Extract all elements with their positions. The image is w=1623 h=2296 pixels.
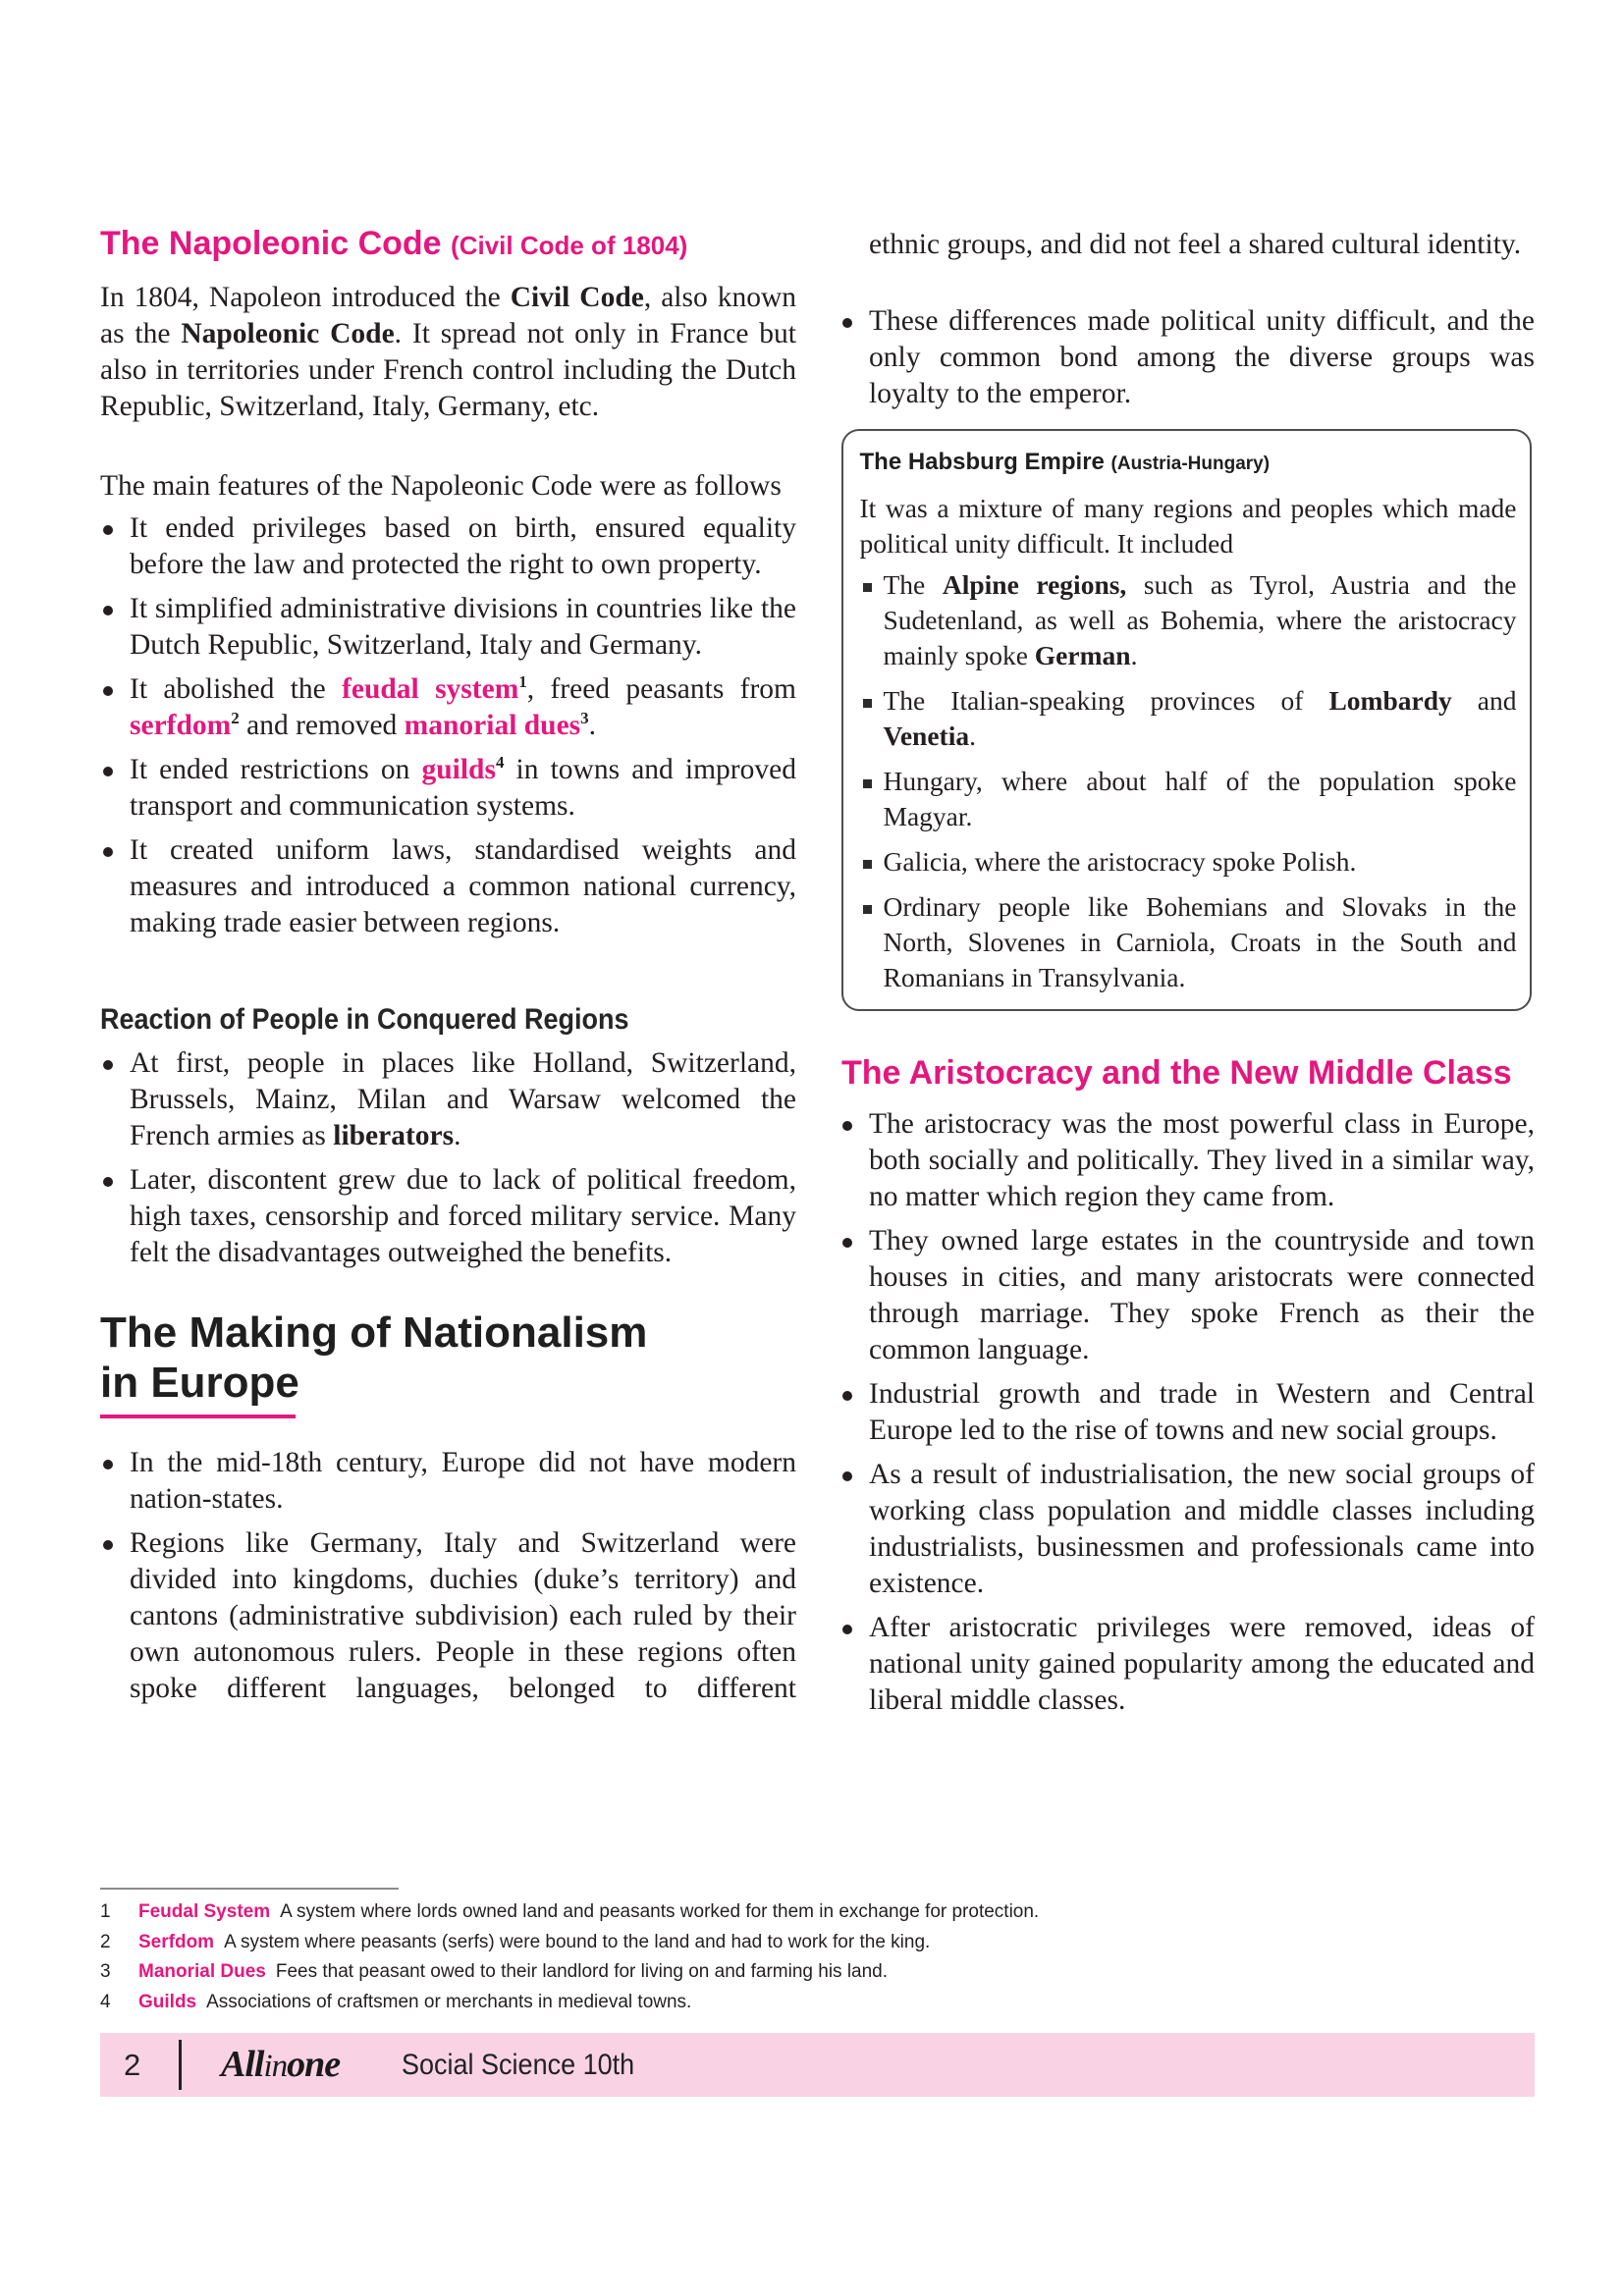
logo-part: in bbox=[263, 2049, 288, 2084]
aristocracy-list bbox=[841, 1106, 1535, 1727]
list-item: In the mid-18th century, Europe did not have modern nation-states. bbox=[100, 1445, 796, 1518]
list-item bbox=[100, 752, 796, 825]
list-item: Industrial growth and trade in Western and Central Europe led to the rise of towns and new social groups. bbox=[841, 1376, 1535, 1449]
footnote-ref: 4 bbox=[495, 753, 505, 772]
box-title-main: The Habsburg Empire bbox=[859, 449, 1105, 475]
list-item: It simplified administrative divisions in countries like the Dutch Republic, Switzerland, Italy and Germany. bbox=[100, 591, 796, 664]
item-text: such as Tyrol, Austria and the Sudetenland, as well as Bohemia, where the aristocracy mainly spoke bbox=[883, 569, 1517, 670]
lombardy-term: Lombardy bbox=[1328, 685, 1452, 716]
item-text: in towns and improved transport and communication systems. bbox=[130, 754, 796, 822]
list-item: Hungary, where about half of the population spoke Magyar. bbox=[860, 764, 1517, 834]
subheading-reaction: Reaction of People in Conquered Regions bbox=[100, 1003, 629, 1036]
item-text: It abolished the bbox=[130, 673, 343, 705]
list-item: It created uniform laws, standardised weights and measures and introduced a common national currency, making trade easier between regions. bbox=[100, 832, 796, 941]
item-text: and bbox=[1451, 685, 1517, 716]
footnote-ref: 1 bbox=[518, 672, 527, 691]
list-item bbox=[100, 1045, 796, 1154]
list-item: Galicia, where the aristocracy spoke Polish. bbox=[860, 844, 1517, 880]
habsburg-list bbox=[860, 567, 1517, 995]
feudal-system-term: feudal system bbox=[342, 673, 519, 705]
item-text: At first, people in places like Holland, Switzerland, Brussels, Mainz, Milan and Warsaw welcomed the French armies as bbox=[130, 1047, 796, 1151]
heading-line: The Making of Nationalism bbox=[100, 1308, 648, 1357]
features-list bbox=[100, 510, 796, 949]
title-subtitle: (Civil Code of 1804) bbox=[451, 231, 688, 260]
footnotes bbox=[100, 1897, 1377, 2017]
heading-line: in Europe bbox=[100, 1359, 299, 1407]
napoleonic-code-term: Napoleonic Code bbox=[181, 318, 395, 349]
manorial-dues-term: manorial dues bbox=[404, 710, 581, 741]
footnote bbox=[100, 1897, 1377, 1928]
item-text: . bbox=[1130, 640, 1138, 670]
list-item: Regions like Germany, Italy and Switzerland were divided into kingdoms, duchies (duke’s territory) and cantons (administrative subdivision) each ruled by their own autonomous rulers. People in these regions often spoke different languages, belonged to different bbox=[100, 1525, 796, 1707]
footnote-number: 4 bbox=[100, 1991, 111, 2012]
list-item: The aristocracy was the most powerful class in Europe, both socially and politically. They lived in a similar way, no matter which region they came from. bbox=[841, 1106, 1535, 1215]
alpine-regions-term: Alpine regions, bbox=[942, 569, 1127, 600]
item-text: . bbox=[969, 721, 976, 751]
item-text: and removed bbox=[239, 710, 405, 741]
nationalism-list-continued bbox=[841, 303, 1535, 420]
box-title bbox=[860, 448, 1517, 479]
footnote bbox=[100, 1928, 1377, 1958]
footnote-ref: 2 bbox=[231, 709, 240, 727]
german-term: German bbox=[1034, 640, 1131, 670]
list-item: Later, discontent grew due to lack of political freedom, high taxes, censorship and forced military service. Many felt the disadvantages outweighed the benefits. bbox=[100, 1162, 796, 1271]
list-item: After aristocratic privileges were removed, ideas of national unity gained popularity among the educated and liberal middle classes. bbox=[841, 1610, 1535, 1719]
footnote-definition: Fees that peasant owed to their landlord for living on and farming his land. bbox=[275, 1961, 889, 1982]
item-text: . bbox=[588, 710, 597, 741]
item-text: The Italian-speaking provinces of bbox=[883, 685, 1329, 716]
box-intro: It was a mixture of many regions and peoples which made political unity difficult. It included bbox=[859, 493, 1517, 559]
footnote-number: 2 bbox=[100, 1931, 111, 1952]
civil-code-term: Civil Code bbox=[510, 282, 644, 313]
item-text: It ended restrictions on bbox=[130, 754, 422, 785]
list-item: They owned large estates in the countryside and town houses in cities, and many aristocrats were connected through marriage. They spoke French as their the common language. bbox=[841, 1223, 1535, 1368]
section-title-aristocracy: The Aristocracy and the New Middle Class bbox=[841, 1054, 1512, 1092]
footnote-term: Serfdom bbox=[138, 1931, 215, 1952]
item-text: . bbox=[454, 1120, 461, 1151]
list-item bbox=[100, 671, 796, 744]
list-item: These differences made political unity difficult, and the only common bond among the diverse groups was loyalty to the emperor. bbox=[841, 303, 1535, 412]
list-item bbox=[860, 567, 1517, 673]
reaction-list bbox=[100, 1045, 796, 1279]
title-main: The Napoleonic Code bbox=[100, 225, 442, 262]
section-title-napoleonic-code bbox=[100, 224, 796, 265]
chapter-heading-nationalism bbox=[100, 1308, 796, 1408]
serfdom-term: serfdom bbox=[130, 710, 232, 741]
intro-text: In 1804, Napoleon introduced the bbox=[100, 282, 511, 313]
nationalism-list bbox=[100, 1445, 796, 1715]
features-lead: The main features of the Napoleonic Code were as follows bbox=[100, 470, 782, 502]
footnote-definition: A system where lords owned land and peasants worked for them in exchange for protection. bbox=[280, 1901, 1040, 1922]
footnote-ref: 3 bbox=[580, 709, 589, 727]
footnote bbox=[100, 1988, 1377, 2018]
list-item bbox=[860, 683, 1517, 754]
list-item-continuation: ethnic groups, and did not feel a shared cultural identity. bbox=[869, 229, 1522, 260]
intro-paragraph bbox=[100, 280, 796, 425]
liberators-term: liberators bbox=[333, 1120, 455, 1151]
book-subject: Social Science 10th bbox=[402, 2049, 635, 2081]
item-text: The bbox=[883, 569, 943, 600]
footnote-definition: Associations of craftsmen or merchants in medieval towns. bbox=[206, 1991, 692, 2012]
brand-logo bbox=[221, 2033, 340, 2099]
footnote-term: Guilds bbox=[138, 1991, 197, 2012]
footnote-divider bbox=[100, 1888, 399, 1890]
venetia-term: Venetia bbox=[883, 721, 970, 751]
logo-part: All bbox=[221, 2044, 264, 2085]
footnote-number: 3 bbox=[100, 1961, 111, 1982]
habsburg-info-box bbox=[841, 429, 1532, 1011]
intro-text: , also known as the bbox=[100, 282, 796, 349]
footer-band bbox=[100, 2033, 1535, 2097]
guilds-term: guilds bbox=[421, 754, 496, 785]
footer-divider bbox=[179, 2040, 182, 2090]
intro-text: . It spread not only in France but also in territories under French control including the Dutch Republic, Switzerland, Italy, Germany, etc. bbox=[100, 318, 796, 422]
footnote-term: Feudal System bbox=[138, 1901, 271, 1922]
footnote-term: Manorial Dues bbox=[138, 1961, 266, 1982]
list-item: As a result of industrialisation, the new social groups of working class population and middle classes including industrialists, businessmen and professionals came into existence. bbox=[841, 1457, 1535, 1602]
item-text: , freed peasants from bbox=[526, 673, 796, 705]
heading-underline bbox=[100, 1415, 296, 1418]
list-item: Ordinary people like Bohemians and Slovaks in the North, Slovenes in Carniola, Croats in the South and Romanians in Transylvania. bbox=[860, 889, 1517, 995]
footnote-definition: A system where peasants (serfs) were bound to the land and had to work for the king. bbox=[224, 1931, 931, 1952]
page-number: 2 bbox=[124, 2048, 141, 2082]
list-item: It ended privileges based on birth, ensured equality before the law and protected the right to own property. bbox=[100, 510, 796, 583]
footnote-number: 1 bbox=[100, 1901, 111, 1922]
footnote bbox=[100, 1957, 1377, 1988]
logo-part: one bbox=[287, 2044, 341, 2085]
box-title-subtitle: (Austria-Hungary) bbox=[1110, 454, 1271, 474]
